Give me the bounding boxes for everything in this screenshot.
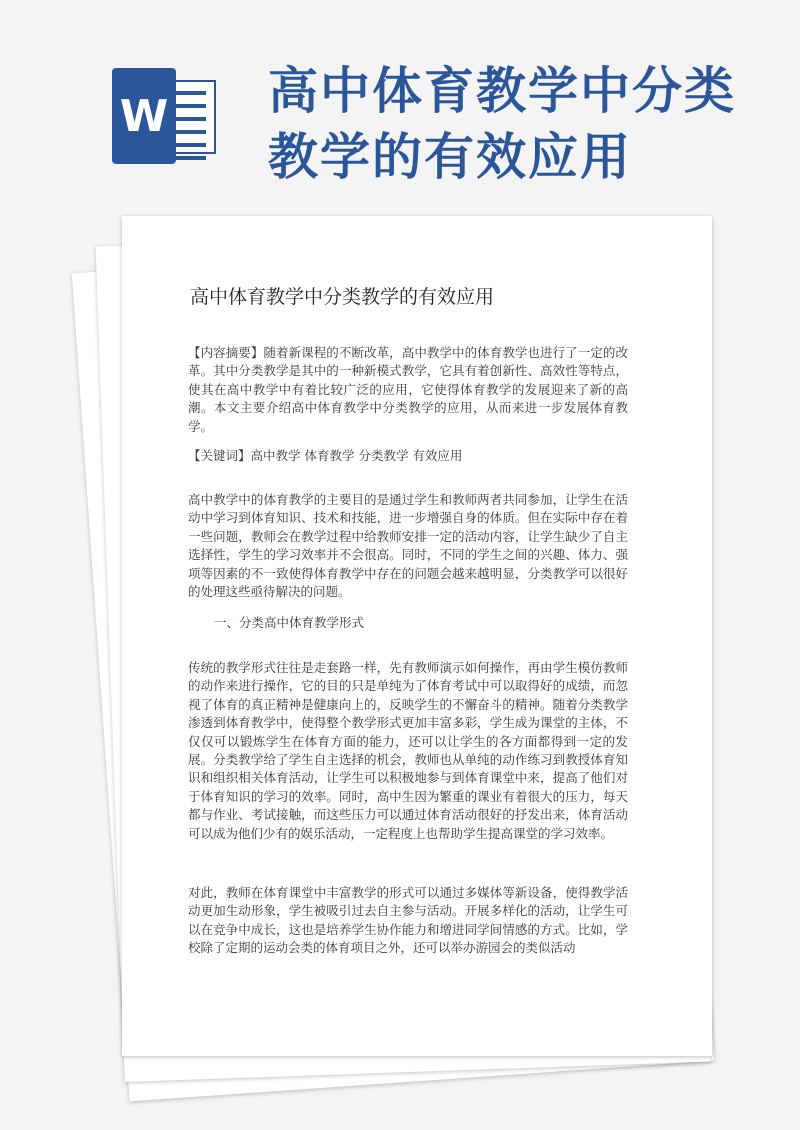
section-paragraph-continued: 对此，教师在体育课堂中丰富教学的形式可以通过多媒体等新设备，使得教学活动更加生动形象，学生被吸引过去自主参与活动。开展多样化的活动，让学生可以在竞争中成长，这也是培养学生协作能力和增进同学间情感的方式。比如，学校除了定期的运动会类的体育项目之外，还可以举办游园会的类似活动 xyxy=(188,885,628,956)
intro-paragraph: 高中教学中的体育教学的主要目的是通过学生和教师两者共同参加，让学生在活动中学习到体育知识、技术和技能，进一步增强自身的体质。但在实际中存在着一些问题，教师会在教学过程中给教师安排一定的活动内容，让学生缺少了自主选择性，学生的学习效率并不会很高。同时，不同的学生之间的兴趣、体力、强项等因素的不一致使得体育教学中存在的问题会越来越明显，分类教学可以很好的处理这些亟待解决的问题。 xyxy=(188,492,628,600)
banner-title: 高中体育教学中分类教学的有效应用 xyxy=(268,62,736,186)
abstract-paragraph: 【内容摘要】随着新课程的不断改革，高中教学中的体育教学也进行了一定的改革。其中分类教学是其中的一种新模式教学，它具有着创新性、高效性等特点，使其在高中教学中有着比较广泛的应用，它使得体育教学的发展迎来了新的高潮。本文主要介绍高中体育教学中分类教学的应用，从而来进一步发展体育教学。 xyxy=(188,345,628,434)
word-document-icon xyxy=(112,68,222,164)
word-icon-tile xyxy=(112,68,176,164)
document-page xyxy=(122,216,712,1056)
document-title: 高中体育教学中分类教学的有效应用 xyxy=(190,286,495,308)
keywords-line: 【关键词】高中教学 体育教学 分类教学 有效应用 xyxy=(188,448,463,463)
word-icon-letter: W xyxy=(119,90,169,142)
section-heading: 一、分类高中体育教学形式 xyxy=(214,615,365,630)
section-paragraph: 传统的教学形式往往是走套路一样，先有教师演示如何操作，再由学生模仿教师的动作来进行操作，它的目的只是单纯为了体育考试中可以取得好的成绩，而忽视了体育的真正精神是健康向上的，反映学生的不懈奋斗的精神。随着分类教学渗透到体育教学中，使得整个教学形式更加丰富多彩，学生成为课堂的主体，不仅仅可以锻炼学生在体育方面的能力，还可以让学生的各方面都得到一定的发展。分类教学给了学生自主选择的机会，教师也从单纯的动作练习到教授体育知识和组织相关体育活动，让学生可以积极地参与到体育课堂中来，提高了他们对于体育知识的学习的效率。同时，高中生因为繁重的课业有着很大的压力，每天都与作业、考试接触，而这些压力可以通过体育活动很好的抒发出来，体育活动可以成为他们少有的娱乐活动，一定程度上也帮助学生提高课堂的学习效率。 xyxy=(188,660,628,841)
